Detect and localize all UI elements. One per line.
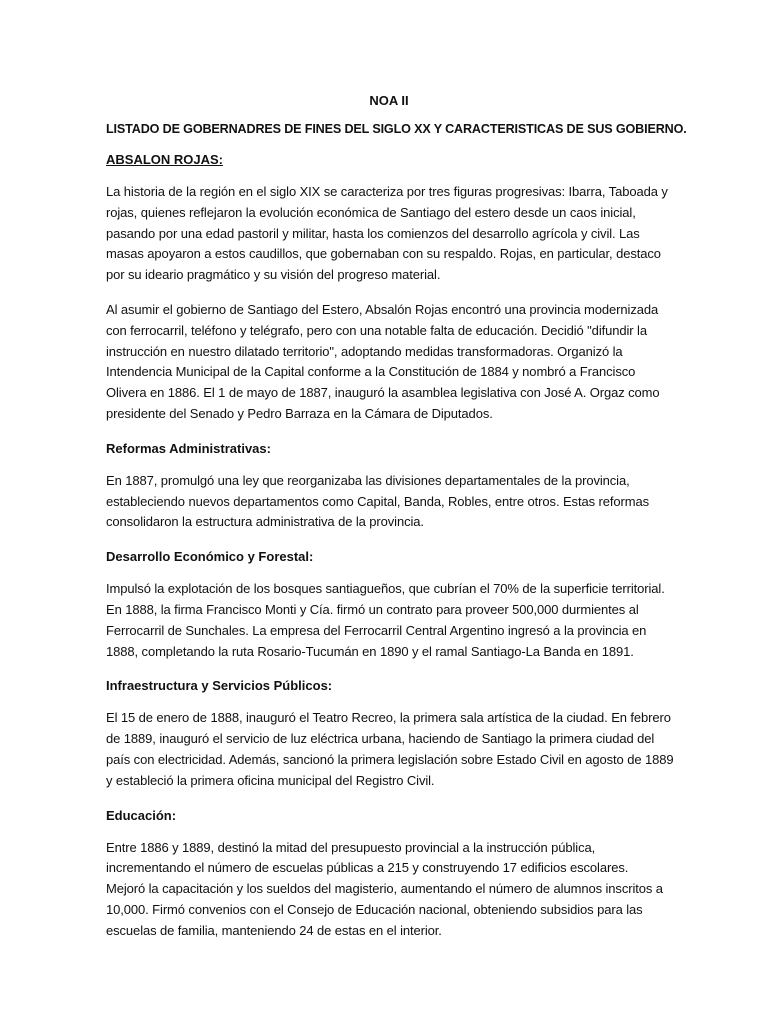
section-paragraph-economico xyxy=(106,579,665,662)
section-heading-economico: Desarrollo Económico y Forestal: xyxy=(106,549,314,565)
paragraph-line: 1888, completando la ruta Rosario-Tucumán en 1890 y el ramal Santiago-La Banda en 1891. xyxy=(106,643,634,659)
document-subtitle: LISTADO DE GOBERNADRES DE FINES DEL SIGLO XX Y CARACTERISTICAS DE SUS GOBIERNO. xyxy=(106,122,687,136)
paragraph-line: estableciendo nuevos departamentos como Capital, Banda, Robles, entre otros. Estas reformas xyxy=(106,493,649,509)
paragraph-line: por su ideario pragmático y su visión del progreso material. xyxy=(106,267,441,283)
paragraph-line: Intendencia Municipal de la Capital conforme a la Constitución de 1884 y nombró a Francisco xyxy=(106,364,636,380)
paragraph-line: masas apoyaron a estos caudillos, que gobernaban con su respaldo. Rojas, en particular, destaco xyxy=(106,246,661,262)
section-paragraph-educacion xyxy=(106,838,662,942)
paragraph-line: Entre 1886 y 1889, destinó la mitad del presupuesto provincial a la instrucción pública, xyxy=(106,839,596,855)
paragraph-line: con ferrocarril, teléfono y telégrafo, pero con una notable falta de educación. Decidió "difundir la xyxy=(106,322,647,338)
person-heading: ABSALON ROJAS: xyxy=(106,152,224,167)
paragraph-line: país con electricidad. Además, sancionó la primera legislación sobre Estado Civil en agosto de 1889 xyxy=(106,751,674,767)
paragraph-line: Ferrocarril de Sunchales. La empresa del Ferrocarril Central Argentino ingresó a la provincia en xyxy=(106,622,647,638)
section-heading-educacion: Educación: xyxy=(106,807,177,823)
paragraph-line: pasando por una edad pastoril y militar, hasta los comienzos del desarrollo agrícola y civil. Las xyxy=(106,225,640,241)
section-heading-infraestructura: Infraestructura y Servicios Públicos: xyxy=(106,678,333,694)
document-title: NOA II xyxy=(369,93,409,108)
paragraph-line: Impulsó la explotación de los bosques santiagueños, que cubrían el 70% de la superficie territorial. xyxy=(106,581,665,597)
paragraph-line: En 1888, la firma Francisco Monti y Cía. firmó un contrato para proveer 500,000 durmientes al xyxy=(106,601,639,617)
paragraph-line: rojas, quienes reflejaron la evolución económica de Santiago del estero desde un caos inicial, xyxy=(106,204,636,220)
paragraph-line: 10,000. Firmó convenios con el Consejo de Educación nacional, obteniendo subsidios para las xyxy=(106,901,643,917)
section-heading-administrativas: Reformas Administrativas: xyxy=(106,440,271,456)
paragraph-line: y estableció la primera oficina municipal del Registro Civil. xyxy=(106,772,435,788)
paragraph-line: El 15 de enero de 1888, inauguró el Teatro Recreo, la primera sala artística de la ciudad. En febrero xyxy=(106,710,671,726)
paragraph-line: de 1889, inauguró el servicio de luz eléctrica urbana, haciendo de Santiago la primera ciudad del xyxy=(106,731,655,747)
paragraph-line: incrementando el número de escuelas públicas a 215 y construyendo 17 edificios escolares. xyxy=(106,860,629,876)
intro-paragraph xyxy=(106,182,668,286)
paragraph-line: presidente del Senado y Pedro Barraza en la Cámara de Diputados. xyxy=(106,405,493,421)
paragraph-line: escuelas de familia, manteniendo 24 de estas en el interior. xyxy=(106,922,442,938)
section-paragraph-infraestructura xyxy=(106,708,674,791)
paragraph-line: Olivera en 1886. El 1 de mayo de 1887, inauguró la asamblea legislativa con José A. Orgaz como xyxy=(106,385,660,401)
paragraph-line: Mejoró la capacitación y los sueldos del magisterio, aumentando el número de alumnos inscritos a xyxy=(106,881,663,897)
government-paragraph xyxy=(106,300,662,425)
paragraph-line: instrucción en nuestro dilatado territorio", adoptando medidas transformadoras. Organizó la xyxy=(106,343,623,359)
paragraph-line: La historia de la región en el siglo XIX se caracteriza por tres figuras progresivas: Ibarra, Taboada y xyxy=(106,184,668,199)
paragraph-line: En 1887, promulgó una ley que reorganizaba las divisiones departamentales de la provincia, xyxy=(106,472,630,488)
document-body xyxy=(106,92,687,956)
paragraph-line: consolidaron la estructura administrativa de la provincia. xyxy=(106,514,424,530)
paragraph-line: Al asumir el gobierno de Santiago del Estero, Absalón Rojas encontró una provincia modernizada xyxy=(106,301,659,317)
section-paragraph-administrativas xyxy=(106,471,662,533)
